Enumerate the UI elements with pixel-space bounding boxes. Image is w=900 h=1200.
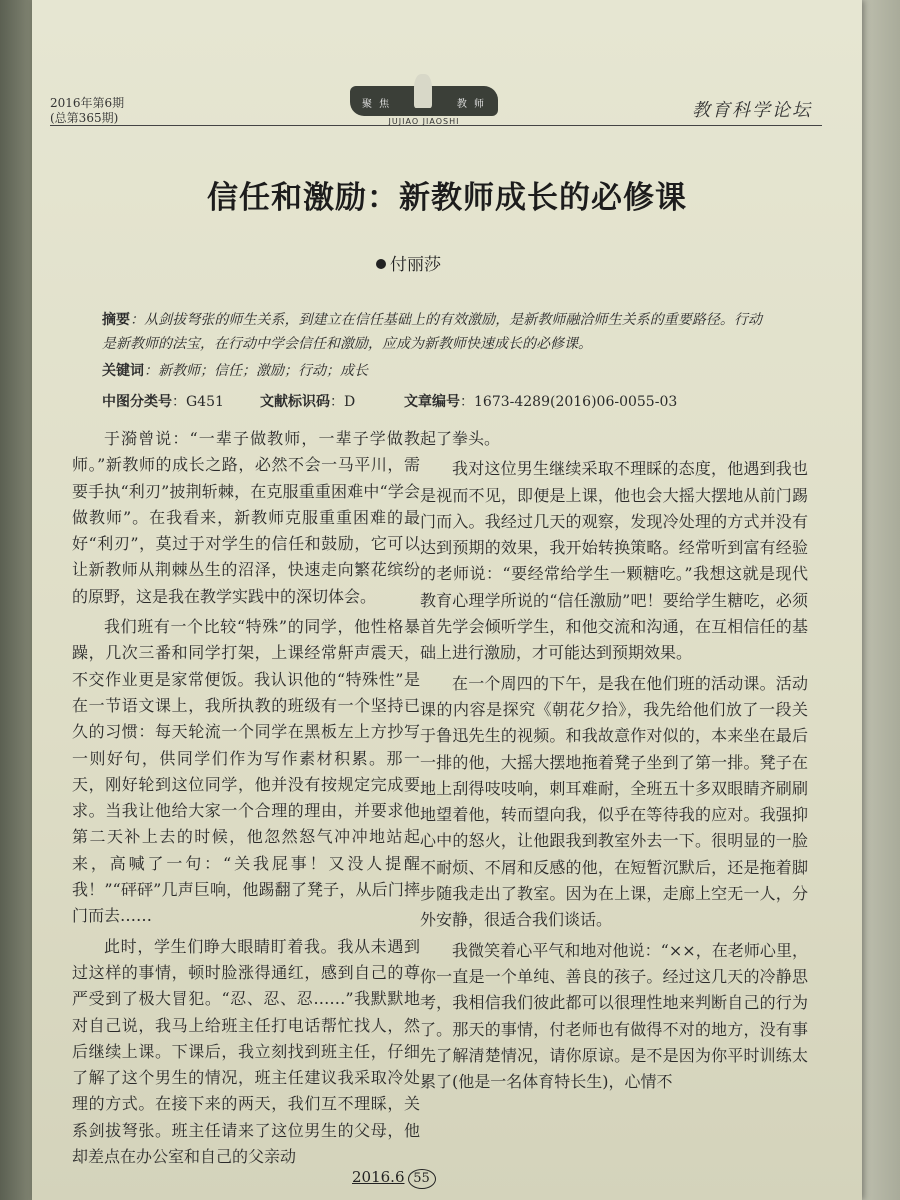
keywords [102, 360, 368, 380]
body-paragraph: 我微笑着心平气和地对他说：“××，在老师心里，你一直是一个单纯、善良的孩子。经过这几天的冷静思考，我相信我们彼此都可以很理性地来判断自己的行为了。那天的事情，付老师也有做得不对的地方，没有事先了解清楚情况，请你原谅。是不是因为你平时训练太累了(他是一名体育特长生)，心情不 [420, 940, 808, 1092]
author-name: 付丽莎 [390, 255, 441, 275]
page-number: 55 [408, 1169, 436, 1189]
journal-name: 教育科学论坛 [692, 100, 812, 121]
article-number-value: ：1673-4289(2016)06-0055-03 [460, 394, 678, 410]
body-paragraph: 于漪曾说：“一辈子做教师，一辈子学做教师。”新教师的成长之路，必然不会一马平川，需要手执“利刃”披荆斩棘，在克服重重困难中“学会做教师”。在我看来，新教师克服重重困难的最好“利刃”，莫过于对学生的信任和鼓励，它可以让新教师从荆棘丛生的沼泽，快速走向繁花缤纷的原野，这是我在教学实践中的深切体会。 [72, 429, 420, 606]
keywords-text: ：新教师；信任；激励；行动；成长 [144, 363, 368, 379]
clc-value: ：G451 [172, 394, 224, 410]
document-code [260, 391, 355, 411]
journal-page [32, 0, 862, 1200]
total-issue-number: (总第365期) [50, 111, 119, 125]
issue-info [50, 96, 124, 126]
body-paragraph: 此时，学生们睁大眼睛盯着我。我从未遇到过这样的事情，顿时脸涨得通红，感到自己的尊严受到了极大冒犯。“忍、忍、忍……”我默默地对自己说，我马上给班主任打电话帮忙找人，然后继续上课。下课后，我立刻找到班主任，仔细了解了这个男生的情况，班主任建议我采取冷处理的方式。在接下来的两天，我们互不理睬，关系剑拔弩张。班主任请来了这位男生的父母，他却差点在办公室和自己的父亲动 [72, 936, 420, 1167]
bullet-icon [376, 259, 386, 269]
abstract [102, 308, 762, 356]
page-footer [352, 1168, 436, 1189]
abstract-text: ：从剑拔弩张的师生关系，到建立在信任基础上的有效激励，是新教师融洽师生关系的重要路径。行动是新教师的法宝，在行动中学会信任和激励，应成为新教师快速成长的必修课。 [102, 312, 763, 352]
article-number-label: 文章编号 [404, 394, 460, 410]
article-author [376, 250, 441, 275]
column-logo-right-text: 教 师 [456, 99, 486, 110]
document-code-value: ：D [330, 394, 356, 410]
body-paragraph: 我们班有一个比较“特殊”的同学，他性格暴躁，几次三番和同学打架，上课经常鼾声震天，不交作业更是家常便饭。我认识他的“特殊性”是在一节语文课上，我所执教的班级有一个坚持已久的习惯：每天轮流一个同学在黑板左上方抄写一则好句，供同学们作为写作素材积累。那一天，刚好轮到这位同学，他并没有按规定完成要求。当我让他给大家一个合理的理由，并要求他第二天补上去的时候，他忽然怒气冲冲地站起来，高喊了一句：“关我屁事！又没人提醒我！”“砰砰”几声巨响，他踢翻了凳子，从后门摔门而去…… [72, 617, 420, 926]
footer-date: 2016.6 [352, 1168, 405, 1186]
article-number [404, 391, 677, 411]
column-logo-pinyin: JUJIAO JIAOSHI [388, 117, 460, 126]
abstract-label: 摘要 [102, 312, 131, 328]
body-paragraph-continuation: 起了拳头。 [420, 429, 501, 448]
teacher-figure-icon [414, 74, 432, 108]
issue-number: 2016年第6期 [50, 96, 125, 110]
body-paragraph: 在一个周四的下午，是我在他们班的活动课。活动课的内容是探究《朝花夕拾》，我先给他们放了一段关于鲁迅先生的视频。和我故意作对似的，本来坐在最后一排的他，大摇大摆地拖着凳子坐到了第一排。凳子在地上刮得吱吱响，刺耳难耐，全班五十多双眼睛齐刷刷地望着他，转而望向我，似乎在等待我的应对。我强抑心中的怒火，让他跟我到教室外去一下。很明显的一脸不耐烦、不屑和反感的他，在短暂沉默后，还是拖着脚步随我走出了教室。因为在上课，走廊上空无一人，分外安静，很适合我们谈话。 [420, 673, 808, 930]
header-rule [50, 125, 822, 126]
body-column-left [72, 426, 420, 1170]
document-code-label: 文献标识码 [260, 394, 330, 410]
clc-label: 中图分类号 [102, 394, 172, 410]
article-title: 信任和激励：新教师成长的必修课 [207, 180, 687, 216]
keywords-label: 关键词 [102, 363, 144, 379]
column-logo-left-text: 聚 焦 [362, 99, 392, 110]
body-paragraph: 我对这位男生继续采取不理睬的态度，他遇到我也是视而不见，即便是上课，他也会大摇大摆地从前门踢门而入。我经过几天的观察，发现冷处理的方式并没有达到预期的效果，我开始转换策略。经常听到富有经验的老师说：“要经常给学生一颗糖吃。”我想这就是现代教育心理学所说的“信任激励”吧！要给学生糖吃，必须首先学会倾听学生，和他交流和沟通，在互相信任的基础上进行激励，才可能达到预期效果。 [420, 459, 808, 663]
clc-number [102, 391, 224, 411]
column-logo [350, 86, 498, 116]
body-column-right [420, 426, 808, 1095]
